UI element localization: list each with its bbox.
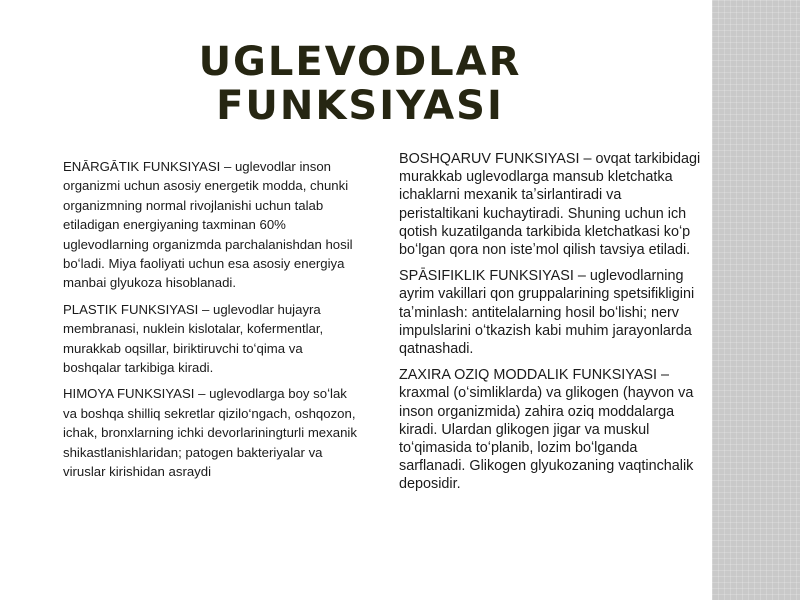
decorative-side-panel <box>712 0 800 600</box>
paragraph-specificity-function: SPĀSIFIKLIK FUNKSIYASI – uglevodlarning ayrim vakillari qon gruppalarining spetsifikligini taʼminlash: antitelalarning hosil boʻlishi; nerv impulslarini oʻtkazish kabi muhim jarayonlarda qatnashadi. <box>399 268 695 358</box>
right-text-column <box>399 150 705 502</box>
left-text-column <box>63 157 363 489</box>
page-title <box>150 40 570 128</box>
paragraph-protective-function: HIMOYA FUNKSIYASI – uglevodlarga boy soʻlak va boshqa shilliq sekretlar qizilo‘ngach, oshqozon, ichak, bronxlarning ichki devorlariningturli mexanik shikastlanishlaridan; patogen bakteriyalar va viruslar kirishidan asraydi <box>63 386 357 480</box>
title-line-2: FUNKSIYASI <box>216 83 504 129</box>
paragraph-plastic-function: PLASTIK FUNKSIYASI – uglevodlar hujayra membranasi, nuklein kislotalar, kofermentlar, murakkab oqsillar, biriktiruvchi toʻqima va boshqalar tarkibiga kiradi. <box>63 301 324 376</box>
paragraph-regulatory-function: BOSHQARUV FUNKSIYASI – ovqat tarkibidagi murakkab uglevodlarga mansub kletchatka ichaklarni mexanik taʼsirlantiradi va peristaltikani kuchaytiradi. Shuning uchun ich qotish kuzatilganda tarkibida kletchatkasi koʻp boʻlgan qora non isteʼmol qilish tavsiya etiladi. <box>399 151 701 259</box>
title-line-1: UGLEVODLAR <box>198 39 522 85</box>
paragraph-storage-function: ZAXIRA OZIQ MODDALIK FUNKSIYASI – kraxmal (oʻsimliklarda) va glikogen (hayvon va inson organizmida) zahira oziq moddalarga kiradi. Ulardan glikogen jigar va muskul toʻqimasida toʻplanib, lozim boʻlganda sarflanadi. Glikogen glyukozaning vaqtinchalik deposidir. <box>399 367 694 493</box>
paragraph-energetic-function: ENĀRGĀTIK FUNKSIYASI – uglevodlar inson organizmi uchun asosiy energetik modda, chunki organizmning normal rivojlanishi uchun talab etiladigan energiyaning taxminan 60% uglevodlarning organizmda parchalanishdan hosil boʻladi. Miya faoliyati uchun esa asosiy energiya manbai glyukoza hisoblanadi. <box>63 159 353 291</box>
